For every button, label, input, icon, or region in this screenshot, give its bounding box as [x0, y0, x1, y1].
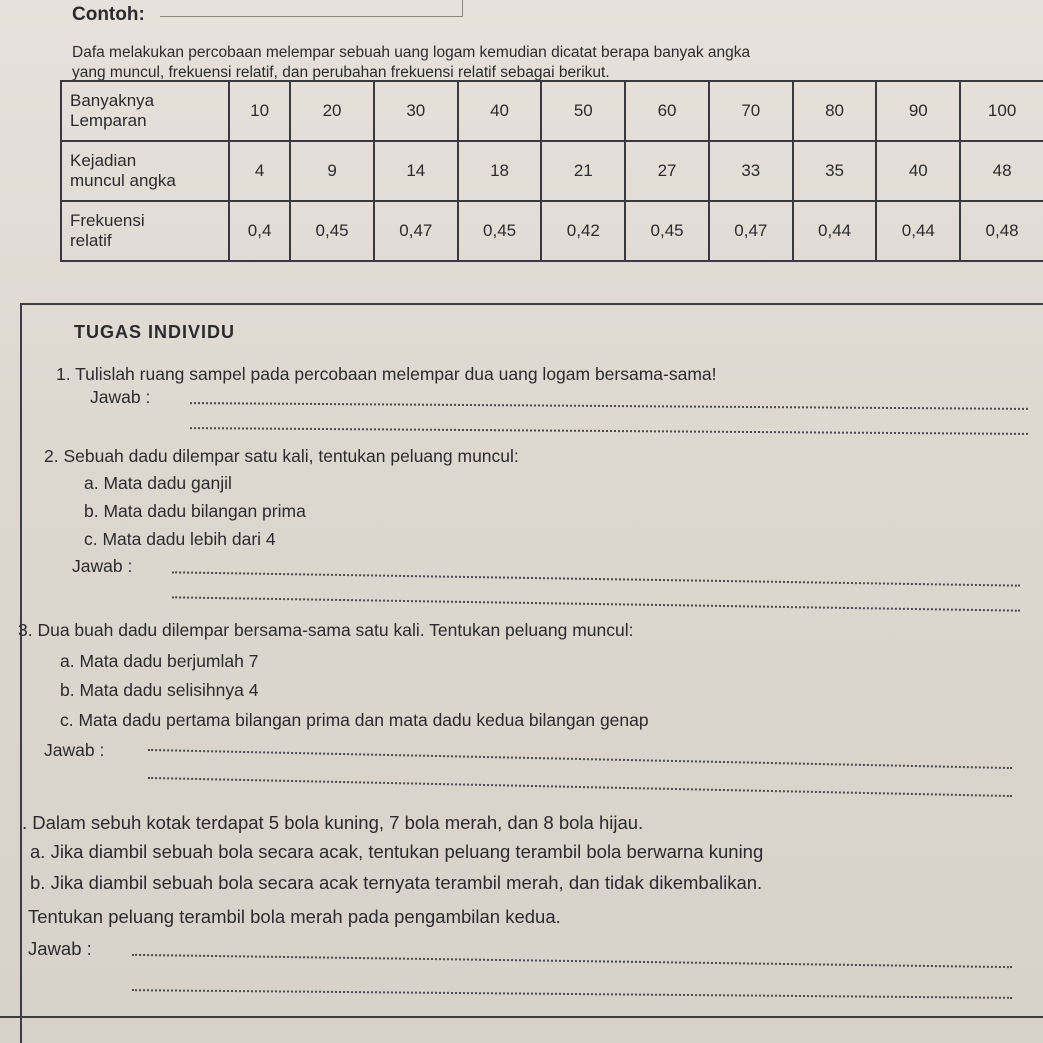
- table-cell: 21: [541, 141, 625, 201]
- table-cell: 9: [290, 141, 374, 201]
- answer-label-1: Jawab :: [90, 387, 151, 407]
- frequency-table: [60, 80, 1043, 262]
- question-1: 1. Tulislah ruang sampel pada percobaan melempar dua uang logam bersama-sama!: [56, 364, 717, 384]
- question-4-option-a: a. Jika diambil sebuah bola secara acak, tentukan peluang terambil bola berwarna kuning: [30, 841, 764, 862]
- question-3-option-b: b. Mata dadu selisihnya 4: [60, 680, 259, 700]
- table-cell: 0,48: [960, 201, 1043, 261]
- section-box-left-edge: [20, 303, 22, 1043]
- question-4-option-b: b. Jika diambil sebuah bola secara acak ternyata terambil merah, dan tidak dikembalikan.: [30, 872, 763, 893]
- table-cell: 27: [625, 141, 709, 201]
- answer-label-4: Jawab :: [28, 938, 92, 959]
- table-cell: 40: [876, 141, 960, 201]
- answer-line[interactable]: [190, 402, 1028, 410]
- answer-line[interactable]: [172, 596, 1020, 611]
- heading-box-edge: [462, 0, 463, 17]
- table-cell: 4: [229, 141, 290, 201]
- question-3: 3. Dua buah dadu dilempar bersama-sama satu kali. Tentukan peluang muncul:: [18, 620, 634, 640]
- bottom-rule: [0, 1016, 1043, 1018]
- row-header-line: Frekuensi: [70, 211, 145, 230]
- table-cell: 14: [374, 141, 458, 201]
- table-cell: 0,44: [876, 201, 960, 261]
- question-4-continuation: Tentukan peluang terambil bola merah pada pengambilan kedua.: [28, 906, 561, 927]
- example-heading: Contoh:: [72, 4, 145, 25]
- row-header-line: Kejadian: [70, 151, 137, 170]
- table-cell: 50: [541, 81, 625, 141]
- table-cell: 20: [290, 81, 374, 141]
- table-cell: 35: [793, 141, 877, 201]
- section-divider: [20, 303, 1043, 305]
- table-cell: 100: [960, 81, 1043, 141]
- question-2-option-b: b. Mata dadu bilangan prima: [84, 501, 306, 521]
- table-cell: 48: [960, 141, 1043, 201]
- table-cell: 70: [709, 81, 793, 141]
- table-cell: 33: [709, 141, 793, 201]
- example-intro-line1: Dafa melakukan percobaan melempar sebuah uang logam kemudian dicatat berapa banyak angka: [72, 44, 751, 61]
- row-header-line: Lemparan: [70, 111, 147, 130]
- question-2-option-a: a. Mata dadu ganjil: [84, 473, 232, 493]
- table-row-heads: [61, 141, 1043, 201]
- table-cell: 0,47: [374, 201, 458, 261]
- table-cell: 0,45: [290, 201, 374, 261]
- question-2-option-c: c. Mata dadu lebih dari 4: [84, 529, 276, 549]
- answer-label-3: Jawab :: [44, 740, 105, 760]
- row-header-throws: [61, 81, 229, 141]
- example-intro-line2: yang muncul, frekuensi relatif, dan perubahan frekuensi relatif sebagai berikut.: [72, 64, 610, 81]
- table-cell: 0,44: [793, 201, 877, 261]
- question-3-option-a: a. Mata dadu berjumlah 7: [60, 651, 259, 671]
- table-row-throws: [61, 81, 1043, 141]
- answer-line[interactable]: [172, 571, 1020, 586]
- table-cell: 60: [625, 81, 709, 141]
- table-cell: 0,45: [625, 201, 709, 261]
- row-header-line: muncul angka: [70, 171, 176, 190]
- question-2: 2. Sebuah dadu dilempar satu kali, tentukan peluang muncul:: [44, 446, 519, 466]
- row-header-line: relatif: [70, 231, 112, 250]
- table-row-relative-frequency: [61, 201, 1043, 261]
- question-4: . Dalam sebuh kotak terdapat 5 bola kuning, 7 bola merah, dan 8 bola hijau.: [22, 812, 644, 833]
- table-cell: 10: [229, 81, 290, 141]
- row-header-line: Banyaknya: [70, 91, 155, 110]
- question-3-option-c: c. Mata dadu pertama bilangan prima dan mata dadu kedua bilangan genap: [60, 710, 649, 730]
- table-cell: 0,42: [541, 201, 625, 261]
- answer-label-2: Jawab :: [72, 556, 133, 576]
- table-cell: 90: [876, 81, 960, 141]
- heading-underline: [160, 16, 462, 17]
- answer-line[interactable]: [132, 989, 1012, 999]
- table-cell: 0,45: [458, 201, 542, 261]
- table-cell: 0,4: [229, 201, 290, 261]
- table-cell: 40: [458, 81, 542, 141]
- answer-line[interactable]: [190, 427, 1028, 435]
- table-cell: 30: [374, 81, 458, 141]
- table-cell: 18: [458, 141, 542, 201]
- section-title: TUGAS INDIVIDU: [74, 322, 236, 342]
- row-header-relative-frequency: [61, 201, 229, 261]
- answer-line[interactable]: [132, 954, 1012, 968]
- row-header-heads: [61, 141, 229, 201]
- answer-line[interactable]: [148, 749, 1012, 769]
- table-cell: 0,47: [709, 201, 793, 261]
- table-cell: 80: [793, 81, 877, 141]
- answer-line[interactable]: [148, 777, 1012, 797]
